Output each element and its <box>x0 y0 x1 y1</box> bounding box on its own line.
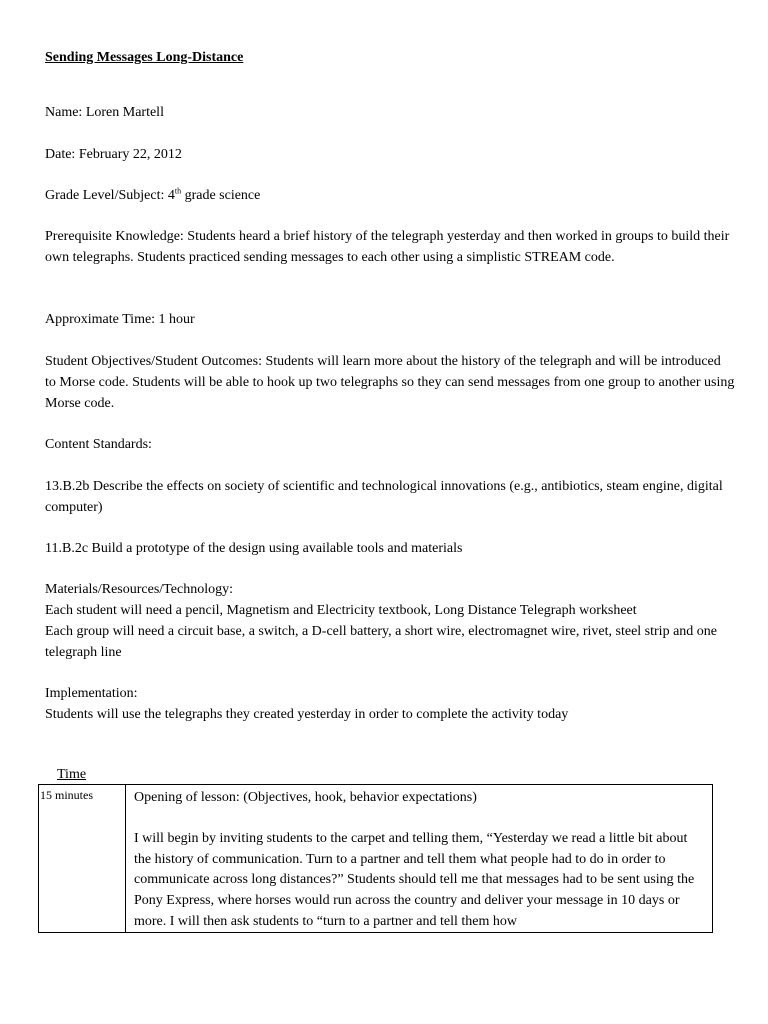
lesson-table <box>38 784 713 933</box>
date-line: Date: February 22, 2012 <box>45 147 182 162</box>
standard-11b2c: 11.B.2c Build a prototype of the design using available tools and materials <box>45 541 463 556</box>
opening-heading: Opening of lesson: (Objectives, hook, behavior expectations) <box>134 790 477 805</box>
content-cell <box>126 785 713 933</box>
grade-prefix: Grade Level/Subject: 4 <box>45 188 175 203</box>
name-line: Name: Loren Martell <box>45 105 164 120</box>
objectives-paragraph: Student Objectives/Student Outcomes: Students will learn more about the history of the telegraph and will be introduced to Morse code. Students will be able to hook up two telegraphs so they can send messages from one group to another using Morse code. <box>45 354 735 411</box>
grade-line <box>45 187 260 204</box>
materials-student: Each student will need a pencil, Magnetism and Electricity textbook, Long Distance Telegraph worksheet <box>45 603 637 618</box>
standard-13b2b: 13.B.2b Describe the effects on society of scientific and technological innovations (e.g., antibiotics, steam engine, digital computer) <box>45 479 723 515</box>
prerequisite-paragraph: Prerequisite Knowledge: Students heard a brief history of the telegraph yesterday and then worked in groups to build their own telegraphs. Students practiced sending messages to each other using a simplistic STREAM code. <box>45 229 730 265</box>
time-cell: 15 minutes <box>39 785 126 933</box>
approx-time-line: Approximate Time: 1 hour <box>45 312 195 327</box>
time-column-header: Time <box>57 767 87 782</box>
materials-heading: Materials/Resources/Technology: <box>45 582 233 597</box>
document-title: Sending Messages Long-Distance <box>45 50 244 65</box>
implementation-text: Students will use the telegraphs they created yesterday in order to complete the activity today <box>45 707 569 722</box>
implementation-heading: Implementation: <box>45 686 138 701</box>
grade-superscript: th <box>174 186 182 196</box>
table-row <box>39 785 713 933</box>
content-standards-heading: Content Standards: <box>45 437 152 452</box>
opening-body: I will begin by inviting students to the carpet and telling them, “Yesterday we read a little bit about the history of communication. Turn to a partner and tell them what people had to do in order to communicate across long distances?” Students should tell me that messages had to be sent using the Pony Express, where horses would run across the country and deliver your message in 10 days or more. I will then ask students to “turn to a partner and tell them how <box>134 831 695 929</box>
materials-group: Each group will need a circuit base, a switch, a D-cell battery, a short wire, electromagnet wire, rivet, steel strip and one telegraph line <box>45 624 717 660</box>
grade-suffix: grade science <box>181 188 261 203</box>
